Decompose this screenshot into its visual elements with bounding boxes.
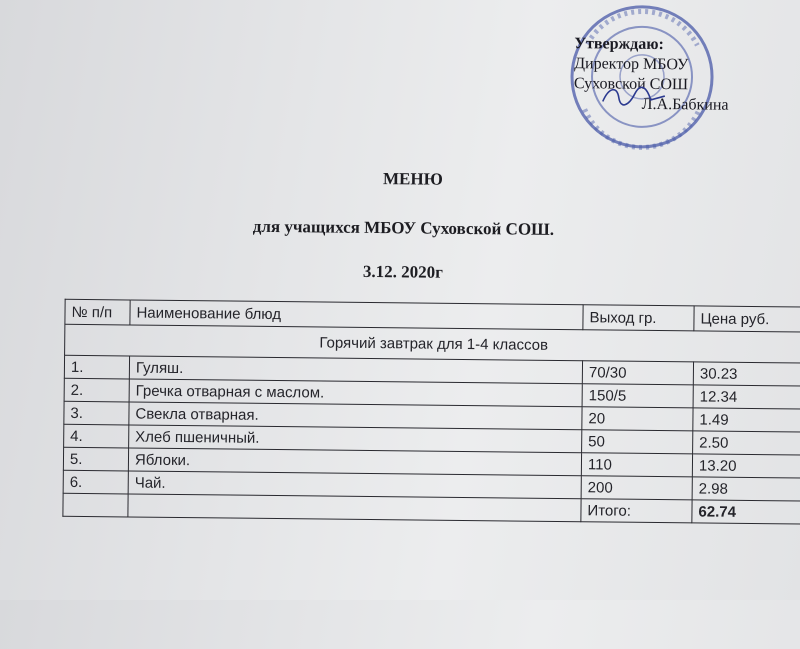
total-label: Итого: [581,499,692,523]
menu-date: 3.12. 2020г [362,261,444,282]
row-number: 3. [64,401,129,425]
row-number: 5. [63,447,128,471]
total-value: 62.74 [692,500,800,524]
row-weight: 150/5 [582,384,693,408]
row-price: 2.98 [692,477,800,501]
row-weight: 20 [582,407,693,431]
header-price: Цена руб. [694,306,800,332]
row-weight: 110 [581,453,692,477]
header-weight: Выход гр. [583,305,694,331]
menu-table [62,299,800,525]
row-dish: Чай. [128,471,581,499]
menu-subtitle: для учащихся МБОУ Суховской СОШ. [252,216,555,239]
approval-position: Директор МБОУ [574,55,689,74]
header-number: № п/п [65,299,130,325]
row-weight: 70/30 [582,361,693,385]
row-number: 4. [64,424,129,448]
row-dish: Гуляш. [129,356,582,384]
approval-title: Утверждаю: [574,35,664,54]
approval-signer: Л.А.Бабкина [641,95,729,114]
row-price: 12.34 [693,385,800,409]
row-price: 1.49 [693,408,800,432]
row-weight: 50 [582,430,693,454]
row-number: 1. [64,355,129,379]
row-weight: 200 [581,476,692,500]
signature [599,81,669,112]
row-number: 2. [64,378,129,402]
row-number: 6. [63,470,128,494]
header-dish: Наименование блюд [130,300,583,330]
section-title: Горячий завтрак для 1-4 классов [65,324,800,363]
row-dish: Гречка отварная с маслом. [129,379,582,407]
row-dish: Яблоки. [128,448,581,476]
total-empty-1 [63,493,128,517]
row-price: 13.20 [692,454,800,478]
menu-title: МЕНЮ [382,169,443,189]
row-price: 30.23 [693,362,800,386]
row-price: 2.50 [693,431,800,455]
row-dish: Свекла отварная. [129,402,582,430]
row-dish: Хлеб пшеничный. [129,425,582,453]
total-empty-2 [128,494,581,522]
approval-school: Суховской СОШ [573,75,689,94]
